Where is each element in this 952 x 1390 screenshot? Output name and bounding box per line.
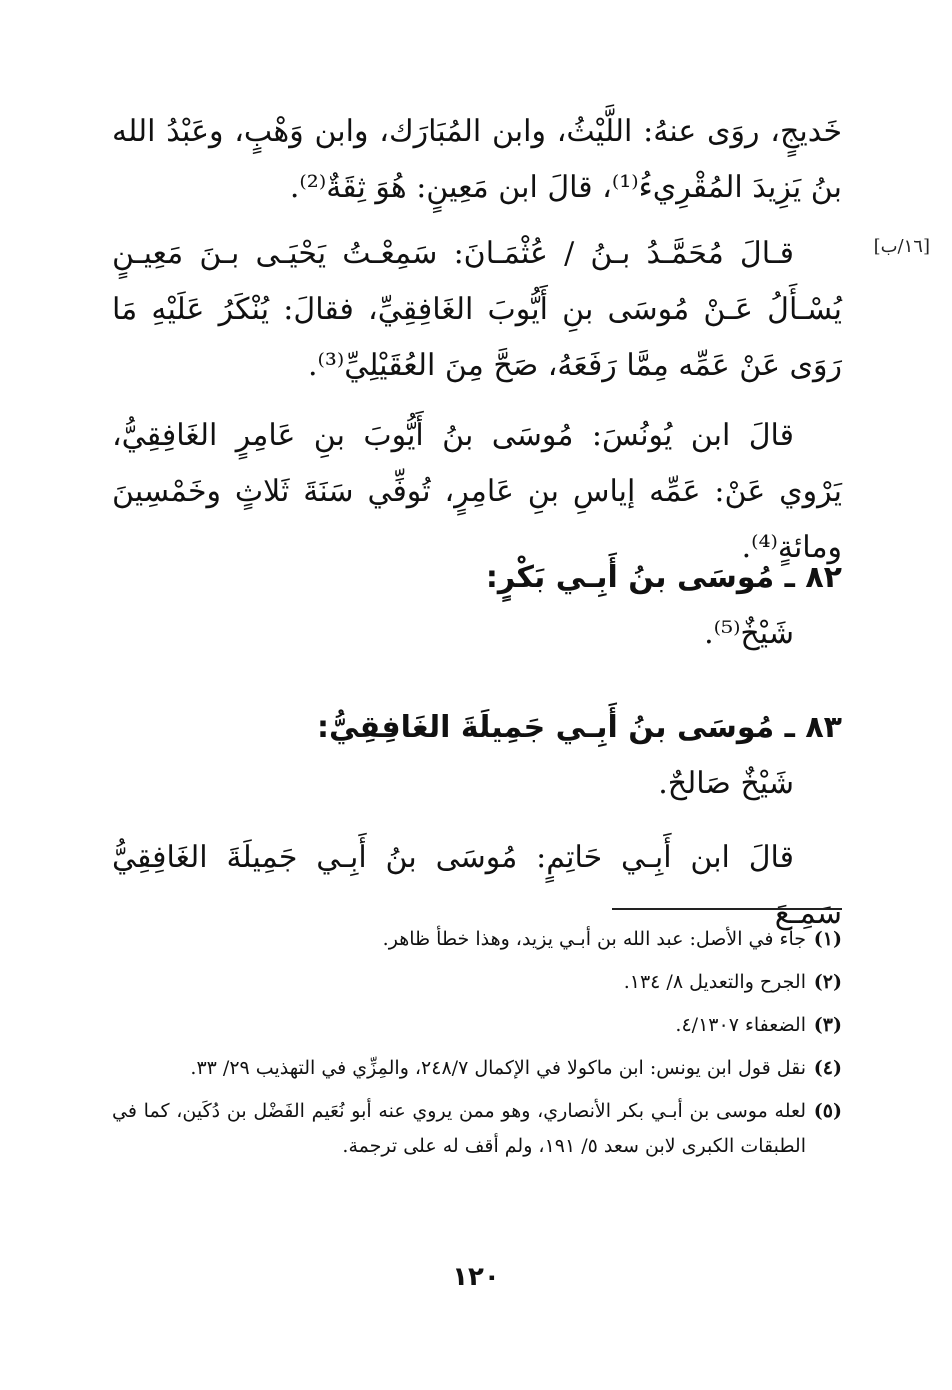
- footnote-text: الضعفاء ٤/١٣٠٧.: [675, 1014, 806, 1036]
- footnote-number: (٤): [813, 1057, 842, 1079]
- footnotes: [112, 922, 842, 1172]
- entry-83: [112, 700, 842, 812]
- footnote-number: (٣): [813, 1014, 842, 1036]
- footnote-text: نقل قول ابن يونس: ابن ماكولا في الإكمال ٢٤٨/٧، والمِزِّي في التهذيب ٢٩/ ٣٣.: [190, 1057, 806, 1079]
- paragraph-1: خَديجٍ، روَى عنهُ: اللَّيْثُ، وابن المُبَارَك، وابن وَهْبٍ، وعَبْدُ الله بنُ يَزِيدَ المُقْرِيءُ⁽¹⁾، قالَ ابن مَعِينٍ: هُوَ ثِقَةٌ⁽²⁾.: [112, 114, 842, 205]
- footnote-text: جاء في الأصل: عبد الله بن أبـي يزيد، وهذا خطأ ظاهر.: [382, 928, 806, 950]
- paragraph-3: قالَ ابن يُونُسَ: مُوسَى بنُ أَيُّوبَ بنِ عَامِرٍ الغَافِقِيُّ، يَرْوي عَنْ: عَمِّه إياسِ بنِ عَامِرٍ، تُوفِّي سَنَةَ ثَلاثٍ وخَمْسِينَ ومائةٍ⁽⁴⁾.: [112, 418, 842, 565]
- footnote-item: [112, 1051, 842, 1086]
- footnote-number: (٢): [813, 971, 842, 993]
- entry-heading: ٨٣ ـ مُوسَى بنُ أَبِـي جَمِيلَةَ الغَافِقِيُّ:: [317, 710, 842, 745]
- footnote-text: لعله موسى بن أبـي بكر الأنصاري، وهو ممن يروي عنه أبو نُعَيم الفَضْل بن دُكَين، كما في الطبقات الكبرى لابن سعد ٥/ ١٩١، ولم أقف له على ترجمة.: [112, 1100, 806, 1157]
- footnote-text: الجرح والتعديل ٨/ ١٣٤.: [623, 971, 806, 993]
- entry-description: شَيْخٌ⁽⁵⁾.: [704, 616, 794, 651]
- footnote-item: [112, 1008, 842, 1043]
- main-text-block-2: [112, 226, 842, 394]
- footnote-separator: [612, 908, 842, 910]
- footnote-item: [112, 922, 842, 957]
- entry-heading: ٨٢ ـ مُوسَى بنُ أَبِـي بَكْرٍ:: [485, 560, 842, 595]
- footnote-item: [112, 965, 842, 1000]
- manuscript-folio-marker: [١٦/ب]: [873, 236, 930, 257]
- footnote-item: [112, 1094, 842, 1164]
- entry-82: [112, 550, 842, 662]
- paragraph-4: قالَ ابن أَبِـي حَاتِمٍ: مُوسَى بنُ أَبِـي جَمِيلَةَ الغَافِقِيُّ سَمِـعَ: [112, 840, 842, 931]
- page-number: ١٢٠: [452, 1262, 500, 1292]
- footnote-number: (٥): [813, 1100, 842, 1122]
- main-text-top: [112, 104, 842, 216]
- entry-description: شَيْخٌ صَالحٌ.: [658, 766, 794, 801]
- footnote-number: (١): [813, 928, 842, 950]
- paragraph-2: قـالَ مُحَمَّـدُ بـنُ / عُثْمَـانَ: سَمِعْـتُ يَحْيَـى بـنَ مَعِيـنٍ يُسْـأَلُ عَـنْ مُوسَى بنِ أَيُّوبَ الغَافِقِيِّ، فقالَ: يُنْكَرُ عَلَيْهِ مَا رَوَى عَنْ عَمِّه مِمَّا رَفَعَهُ، صَحَّ مِنَ العُقَيْلِيِّ⁽³⁾.: [112, 236, 842, 383]
